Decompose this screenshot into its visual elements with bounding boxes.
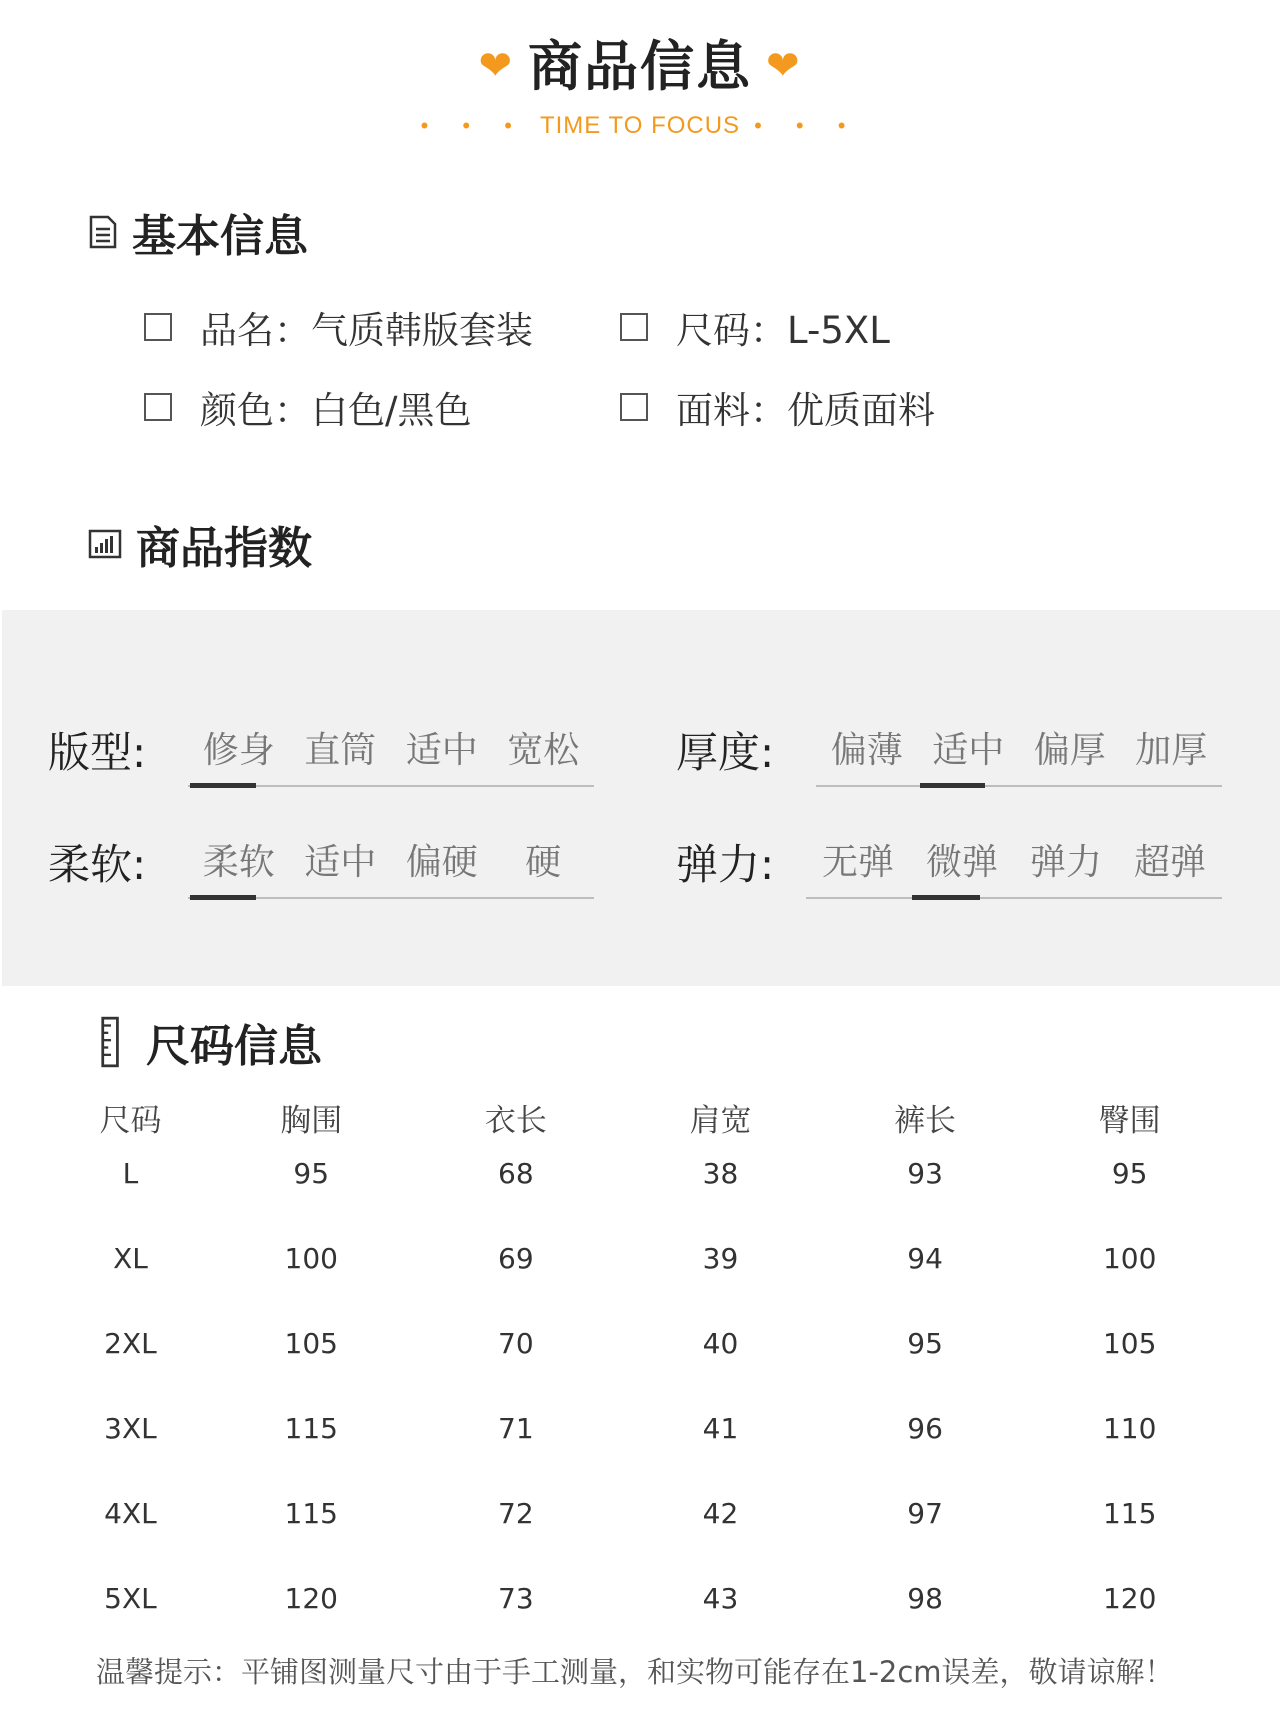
info-item (144, 300, 533, 354)
table-cell: 73 (498, 1582, 534, 1615)
bar-chart-icon (88, 529, 122, 559)
index-option: 宽松 (507, 730, 580, 771)
index-option-selected: 修身 (188, 722, 290, 785)
table-cell: 100 (284, 1242, 338, 1275)
table-cell: 93 (907, 1157, 943, 1190)
table-cell: 120 (284, 1582, 338, 1615)
table-cell: 3XL (104, 1412, 157, 1445)
checkbox-icon (144, 313, 172, 341)
basic-info-heading (88, 200, 308, 264)
index-option: 偏薄 (830, 730, 903, 771)
index-option: 硬 (525, 842, 562, 883)
index-option-selected: 柔软 (188, 834, 290, 897)
info-item-label: 颜色：白色/黑色 (200, 389, 472, 432)
table-cell: 4XL (104, 1497, 157, 1530)
table-cell: 95 (1111, 1157, 1148, 1190)
index-label: 柔软: (48, 840, 147, 889)
table-header-cell: 衣长 (484, 1103, 547, 1139)
index-option: 超弹 (1133, 842, 1206, 883)
product-index-heading (88, 512, 312, 576)
table-cell: 39 (702, 1242, 739, 1275)
table-cell: 120 (1102, 1582, 1157, 1615)
size-info-heading-text: 尺码信息 (146, 1021, 322, 1072)
checkbox-icon (620, 313, 648, 341)
table-row (52, 1582, 1232, 1615)
table-cell: 98 (907, 1582, 943, 1615)
table-cell: 105 (284, 1327, 338, 1360)
size-info-heading (100, 1010, 322, 1074)
index-options (806, 834, 1222, 899)
table-cell: 2XL (104, 1327, 157, 1360)
table-cell: 110 (1102, 1412, 1157, 1445)
size-tip: 温馨提示：平铺图测量尺寸由于手工测量，和实物可能存在1-2cm误差，敬请谅解！ (96, 1655, 1174, 1689)
dots-decoration: • • • (754, 113, 860, 138)
table-header-cell: 尺码 (99, 1103, 162, 1139)
index-options (188, 722, 594, 787)
table-header-cell: 臀围 (1098, 1103, 1161, 1139)
info-item (620, 300, 890, 354)
table-header-cell: 裤长 (894, 1103, 957, 1139)
info-item (144, 380, 471, 434)
table-cell: XL (113, 1242, 148, 1275)
table-cell: 70 (498, 1327, 534, 1360)
table-header-row (52, 1095, 1232, 1140)
page-subtitle (0, 112, 1280, 140)
index-option: 直筒 (304, 730, 377, 771)
info-item (620, 380, 935, 434)
table-row (52, 1242, 1232, 1275)
table-cell: 105 (1102, 1327, 1157, 1360)
table-row (52, 1327, 1232, 1360)
table-cell: 96 (907, 1412, 943, 1445)
table-cell: 68 (498, 1157, 534, 1190)
table-cell: 115 (284, 1412, 338, 1445)
table-cell: 71 (498, 1412, 534, 1445)
table-cell: 100 (1102, 1242, 1157, 1275)
table-cell: 42 (702, 1497, 739, 1530)
ruler-icon (100, 1015, 122, 1069)
table-cell: 43 (702, 1582, 739, 1615)
index-options (188, 834, 594, 899)
index-option: 偏硬 (405, 842, 478, 883)
table-row (52, 1157, 1232, 1190)
index-option: 弹力 (1029, 842, 1102, 883)
product-index-heading-text: 商品指数 (136, 523, 312, 574)
table-cell: 115 (1102, 1497, 1157, 1530)
index-option: 适中 (405, 730, 478, 771)
index-option: 偏厚 (1033, 730, 1106, 771)
index-option-selected: 适中 (918, 722, 1020, 785)
table-cell: 40 (702, 1327, 739, 1360)
heart-icon: ❤ (478, 43, 514, 90)
info-item-label: 品名：气质韩版套装 (200, 309, 533, 352)
product-index-panel (2, 610, 1280, 986)
index-label: 厚度: (676, 728, 775, 777)
heart-icon: ❤ (766, 43, 802, 90)
table-cell: 95 (907, 1327, 943, 1360)
table-row (52, 1412, 1232, 1445)
table-cell: 72 (498, 1497, 534, 1530)
table-cell: L (122, 1157, 139, 1190)
table-cell: 97 (907, 1497, 943, 1530)
table-cell: 41 (702, 1412, 739, 1445)
basic-info-heading-text: 基本信息 (132, 211, 308, 262)
table-row (52, 1497, 1232, 1530)
table-cell: 115 (284, 1497, 338, 1530)
subtitle-text: TIME TO FOCUS (539, 112, 741, 139)
index-label: 弹力: (676, 840, 775, 889)
index-option: 无弹 (821, 842, 894, 883)
table-cell: 5XL (104, 1582, 157, 1615)
dots-decoration: • • • (420, 113, 526, 138)
index-option-selected: 微弹 (910, 834, 1014, 897)
index-options (816, 722, 1222, 787)
table-header-cell: 肩宽 (689, 1103, 752, 1139)
index-option: 加厚 (1135, 730, 1208, 771)
info-item-label: 面料：优质面料 (676, 389, 935, 432)
document-icon (88, 215, 118, 249)
table-header-cell: 胸围 (280, 1103, 343, 1139)
checkbox-icon (144, 393, 172, 421)
page-title-text: 商品信息 (528, 35, 752, 98)
table-cell: 94 (907, 1242, 943, 1275)
index-label: 版型: (48, 728, 147, 777)
checkbox-icon (620, 393, 648, 421)
table-cell: 69 (498, 1242, 534, 1275)
info-item-label: 尺码：L-5XL (676, 309, 890, 352)
index-option: 适中 (304, 842, 377, 883)
table-cell: 38 (702, 1157, 739, 1190)
page-title (0, 24, 1280, 101)
table-cell: 95 (293, 1157, 330, 1190)
